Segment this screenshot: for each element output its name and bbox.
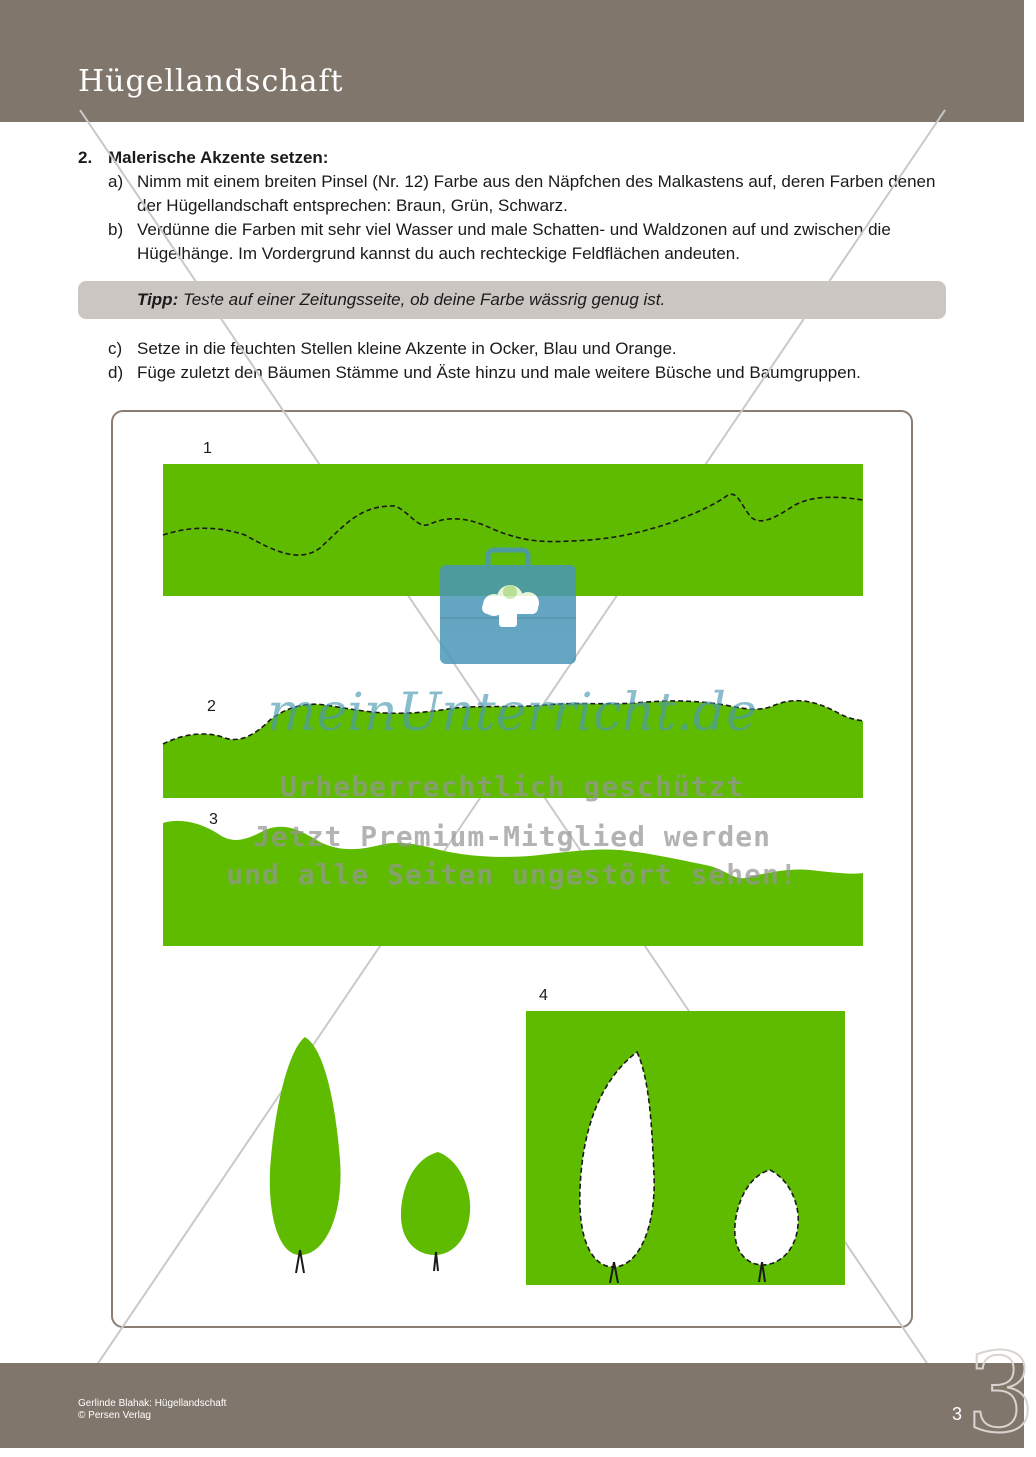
item-letter: b) xyxy=(108,220,124,239)
figure-3-number: 3 xyxy=(209,811,218,828)
item-text: Setze in die feuchten Stellen kleine Akzente in Ocker, Blau und Orange. xyxy=(137,339,677,358)
tip-label: Tipp: xyxy=(137,290,179,309)
item-letter: c) xyxy=(108,339,123,358)
watermark-premium xyxy=(0,818,1024,894)
item-text: Verdünne die Farben mit sehr viel Wasser und male Schatten- und Waldzonen auf und zwischen die Hügelhänge. Im Vordergrund kannst du auch rechteckige Feldflächen andeuten. xyxy=(137,220,891,263)
footer-publisher: © Persen Verlag xyxy=(78,1410,151,1421)
watermark-premium-line: und alle Seiten ungestört sehen! xyxy=(226,858,798,891)
page-number: 3 xyxy=(952,1404,963,1424)
footer-author: Gerlinde Blahak: Hügellandschaft xyxy=(78,1398,227,1409)
task-number: 2. xyxy=(78,148,93,167)
page-number-decoration: 3 xyxy=(966,1329,1036,1457)
tip-text: Teste auf einer Zeitungsseite, ob deine Farbe wässrig genug ist. xyxy=(182,290,666,309)
footer-credits xyxy=(78,1398,226,1422)
watermark-copyright: Urheberrechtlich geschützt xyxy=(279,770,745,803)
figure-1-number: 1 xyxy=(203,440,212,457)
round-tree-crown xyxy=(401,1152,470,1255)
figure-2-number: 2 xyxy=(207,698,216,715)
task-title: Malerische Akzente setzen: xyxy=(108,148,329,167)
figure-4-number: 4 xyxy=(539,987,548,1004)
item-text: Füge zuletzt den Bäumen Stämme und Äste hinzu und male weitere Büsche und Baumgruppen. xyxy=(137,363,861,382)
item-text: Nimm mit einem breiten Pinsel (Nr. 12) Farbe aus den Näpfchen des Malkastens auf, deren Farben denen der Hügellandschaft entsprechen: Braun, Grün, Schwarz. xyxy=(137,172,936,215)
item-letter: d) xyxy=(108,363,124,382)
watermark-logo: meinUnterricht.de xyxy=(267,683,757,743)
figure-4-rect xyxy=(526,1011,845,1285)
item-letter: a) xyxy=(108,172,124,191)
watermark-premium-line: Jetzt Premium-Mitglied werden xyxy=(253,820,771,853)
tall-tree-crown xyxy=(270,1037,341,1255)
briefcase-icon xyxy=(440,550,576,664)
page-title: Hügellandschaft xyxy=(78,64,344,99)
